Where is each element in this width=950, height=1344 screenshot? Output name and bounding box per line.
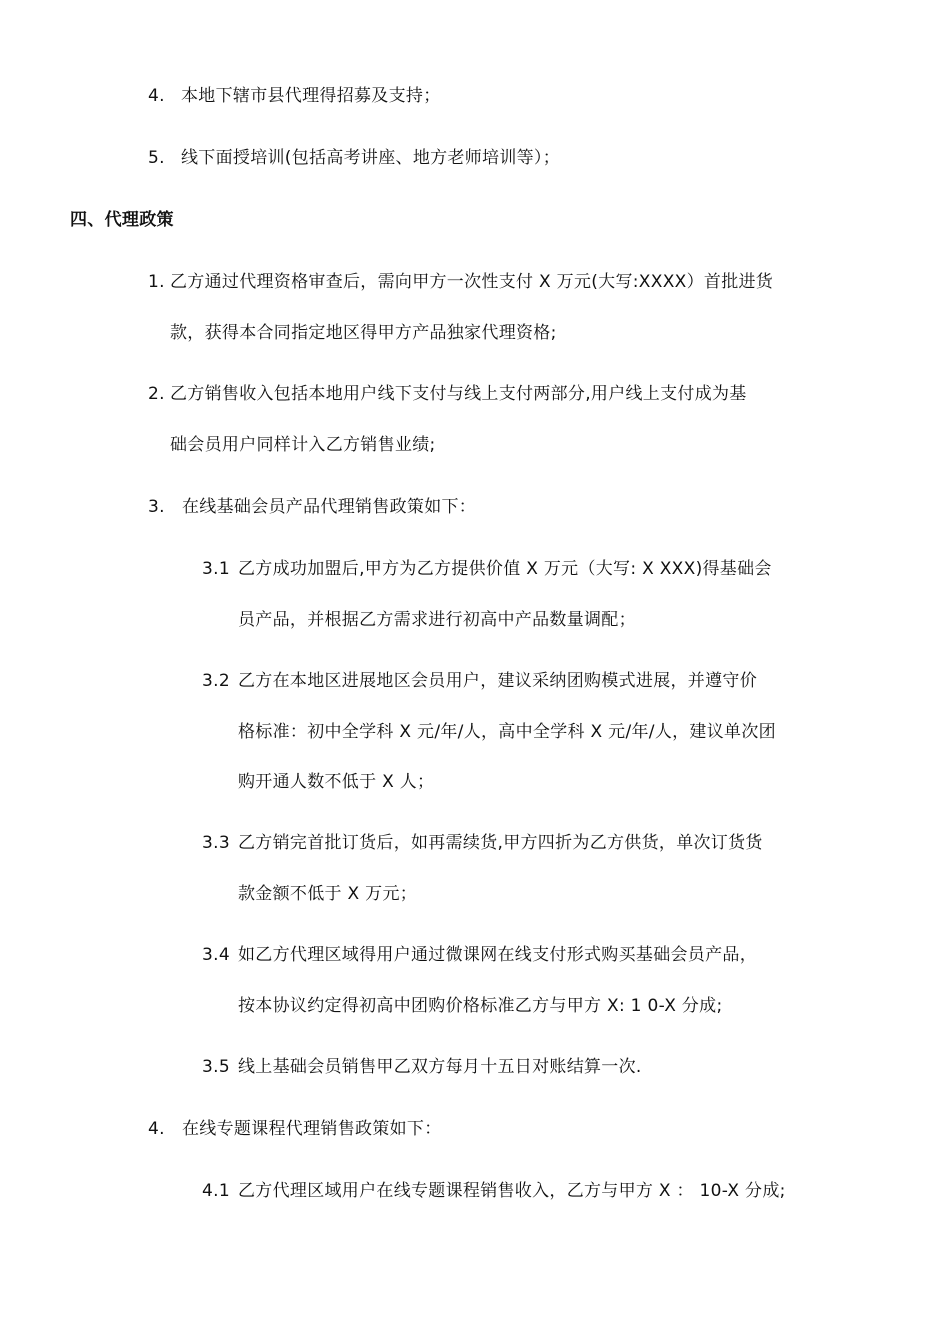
list-text: 乙方销售收入包括本地用户线下支付与线上支付两部分,用户线上支付成为基 (170, 384, 747, 404)
policy-item-3-2-cont2: 购开通人数不低于 X 人； (238, 772, 435, 792)
list-text: 乙方成功加盟后,甲方为乙方提供价值 X 万元（大写: X XXX)得基础会 (238, 559, 772, 579)
list-text: 在线专题课程代理销售政策如下： (182, 1119, 442, 1139)
list-number: 4. (148, 86, 165, 106)
list-number: 3.4 (202, 945, 230, 965)
section-heading: 四、代理政策 (70, 210, 174, 230)
policy-item-3-2-cont: 格标准：初中全学科 X 元/年/人，高中全学科 X 元/年/人，建议单次团 (238, 722, 776, 742)
policy-item-2-cont: 础会员用户同样计入乙方销售业绩; (170, 435, 436, 455)
list-text: 乙方在本地区进展地区会员用户，建议采纳团购模式进展，并遵守价 (238, 671, 757, 691)
list-text: 线上基础会员销售甲乙双方每月十五日对账结算一次. (238, 1057, 642, 1077)
list-text: 乙方代理区域用户在线专题课程销售收入，乙方与甲方 X ： 10-X 分成; (238, 1181, 786, 1201)
list-number: 3. (148, 497, 165, 517)
list-number: 4. (148, 1119, 165, 1139)
list-number: 2. (148, 384, 165, 404)
list-number: 5. (148, 148, 165, 168)
policy-item-3-1 (202, 557, 772, 581)
list-text: 线下面授培训(包括高考讲座、地方老师培训等）； (181, 148, 561, 168)
list-number: 1. (148, 272, 165, 292)
policy-item-4 (148, 1117, 442, 1141)
list-number: 3.1 (202, 559, 230, 579)
list-text: 如乙方代理区域得用户通过微课网在线支付形式购买基础会员产品， (238, 945, 757, 965)
list-item-5 (148, 146, 560, 170)
list-text: 乙方销完首批订货后，如再需续货,甲方四折为乙方供货，单次订货货 (238, 833, 763, 853)
policy-item-3-2 (202, 669, 757, 693)
list-text: 在线基础会员产品代理销售政策如下： (182, 497, 477, 517)
policy-item-3-5 (202, 1055, 642, 1079)
policy-item-2 (148, 382, 747, 406)
policy-item-1-cont: 款，获得本合同指定地区得甲方产品独家代理资格; (170, 323, 557, 343)
policy-item-3 (148, 495, 476, 519)
policy-item-3-4-cont: 按本协议约定得初高中团购价格标准乙方与甲方 X: 1 0-X 分成; (238, 996, 723, 1016)
policy-item-1 (148, 270, 773, 294)
list-number: 3.5 (202, 1057, 230, 1077)
policy-item-3-4 (202, 943, 757, 967)
list-number: 3.3 (202, 833, 230, 853)
list-item-4 (148, 84, 441, 108)
policy-item-4-1 (202, 1179, 786, 1203)
policy-item-3-3-cont: 款金额不低于 X 万元； (238, 884, 418, 904)
list-text: 乙方通过代理资格审查后，需向甲方一次性支付 X 万元(大写:XXXX）首批进货 (170, 272, 774, 292)
list-number: 3.2 (202, 671, 230, 691)
list-text: 本地下辖市县代理得招募及支持； (181, 86, 441, 106)
policy-item-3-1-cont: 员产品，并根据乙方需求进行初高中产品数量调配； (238, 610, 636, 630)
policy-item-3-3 (202, 831, 763, 855)
list-number: 4.1 (202, 1181, 230, 1201)
